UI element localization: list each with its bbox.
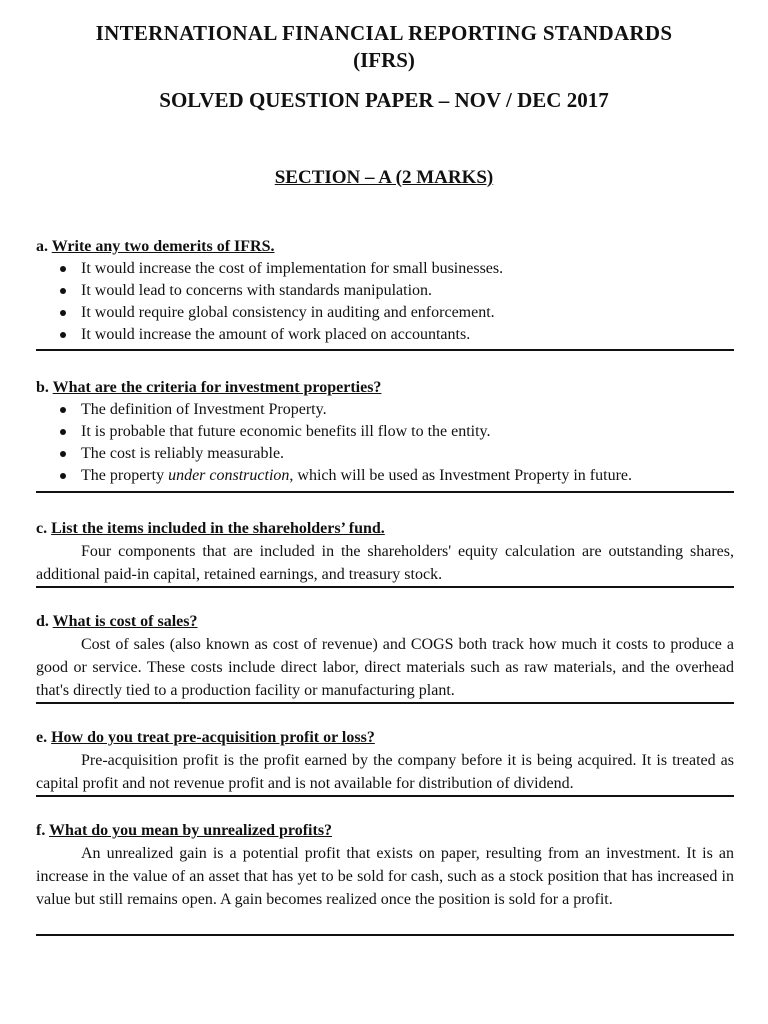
question-text: List the items included in the shareholders’ fund. [51,520,385,537]
section-heading [0,166,768,190]
question-label: c. [36,520,48,537]
bullet-emphasis: under construction [168,467,290,484]
bullet-text: , which will be used as Investment Property in future. [289,467,632,484]
answer-paragraph: An unrealized gain is a potential profit that exists on paper, resulting from an investment. It is an increase in the value of an asset that has yet to be sold for cash, such as a stock position that has increased in value but still remains open. A gain becomes realized once the position is sold for a profit. [36,845,734,908]
answer-paragraph: Cost of sales (also known as cost of revenue) and COGS both track how much it costs to produce a good or service. These costs include direct labor, direct materials such as raw materials, and the overhead that's directly tied to a production facility or manufacturing plant. [36,636,734,699]
question-b [36,377,734,487]
answer-paragraph: Four components that are included in the shareholders' equity calculation are outstanding shares, additional paid-in capital, retained earnings, and treasury stock. [36,543,734,583]
section-heading-text: SECTION – A (2 MARKS) [274,167,494,188]
question-label: f. [36,822,46,839]
question-label: e. [36,729,48,746]
question-label: d. [36,613,49,630]
question-heading [36,611,734,633]
divider [36,491,734,493]
bullet-item: The cost is reliably measurable. [36,443,734,465]
bullet-item [36,465,734,487]
question-e [36,727,734,795]
bullet-item: The definition of Investment Property. [36,399,734,421]
document-title-abbrev: (IFRS) [353,48,415,72]
bullet-item: It would increase the cost of implementation for small businesses. [36,258,734,280]
question-label: a. [36,238,48,255]
question-text: What do you mean by unrealized profits? [49,822,333,839]
question-label: b. [36,379,49,396]
answer-bullets [36,399,734,487]
bullet-text: The property [81,467,169,484]
question-text: Write any two demerits of IFRS. [51,238,275,255]
answer-paragraph: Pre-acquisition profit is the profit earned by the company before it is being acquired. It is treated as capital profit and not revenue profit and is not available for distribution of dividend. [36,752,734,792]
document-title: INTERNATIONAL FINANCIAL REPORTING STANDARDS [95,21,673,45]
question-heading [36,820,734,842]
question-text: What are the criteria for investment properties? [52,379,382,396]
question-text: What is cost of sales? [52,613,198,630]
question-text: How do you treat pre-acquisition profit or loss? [51,729,375,746]
bullet-item: It would lead to concerns with standards manipulation. [36,280,734,302]
divider [36,702,734,704]
question-heading [36,518,734,540]
question-heading [36,236,734,258]
bullet-item: It would increase the amount of work placed on accountants. [36,324,734,346]
document-subtitle: SOLVED QUESTION PAPER – NOV / DEC 2017 [159,88,609,112]
question-heading [36,727,734,749]
divider [36,934,734,936]
answer-bullets [36,258,734,346]
bullet-item: It is probable that future economic benefits ill flow to the entity. [36,421,734,443]
bullet-item: It would require global consistency in auditing and enforcement. [36,302,734,324]
divider [36,795,734,797]
question-d [36,611,734,702]
question-f [36,820,734,911]
divider [36,586,734,588]
question-c [36,518,734,586]
question-heading [36,377,734,399]
divider [36,349,734,351]
question-a [36,236,734,346]
